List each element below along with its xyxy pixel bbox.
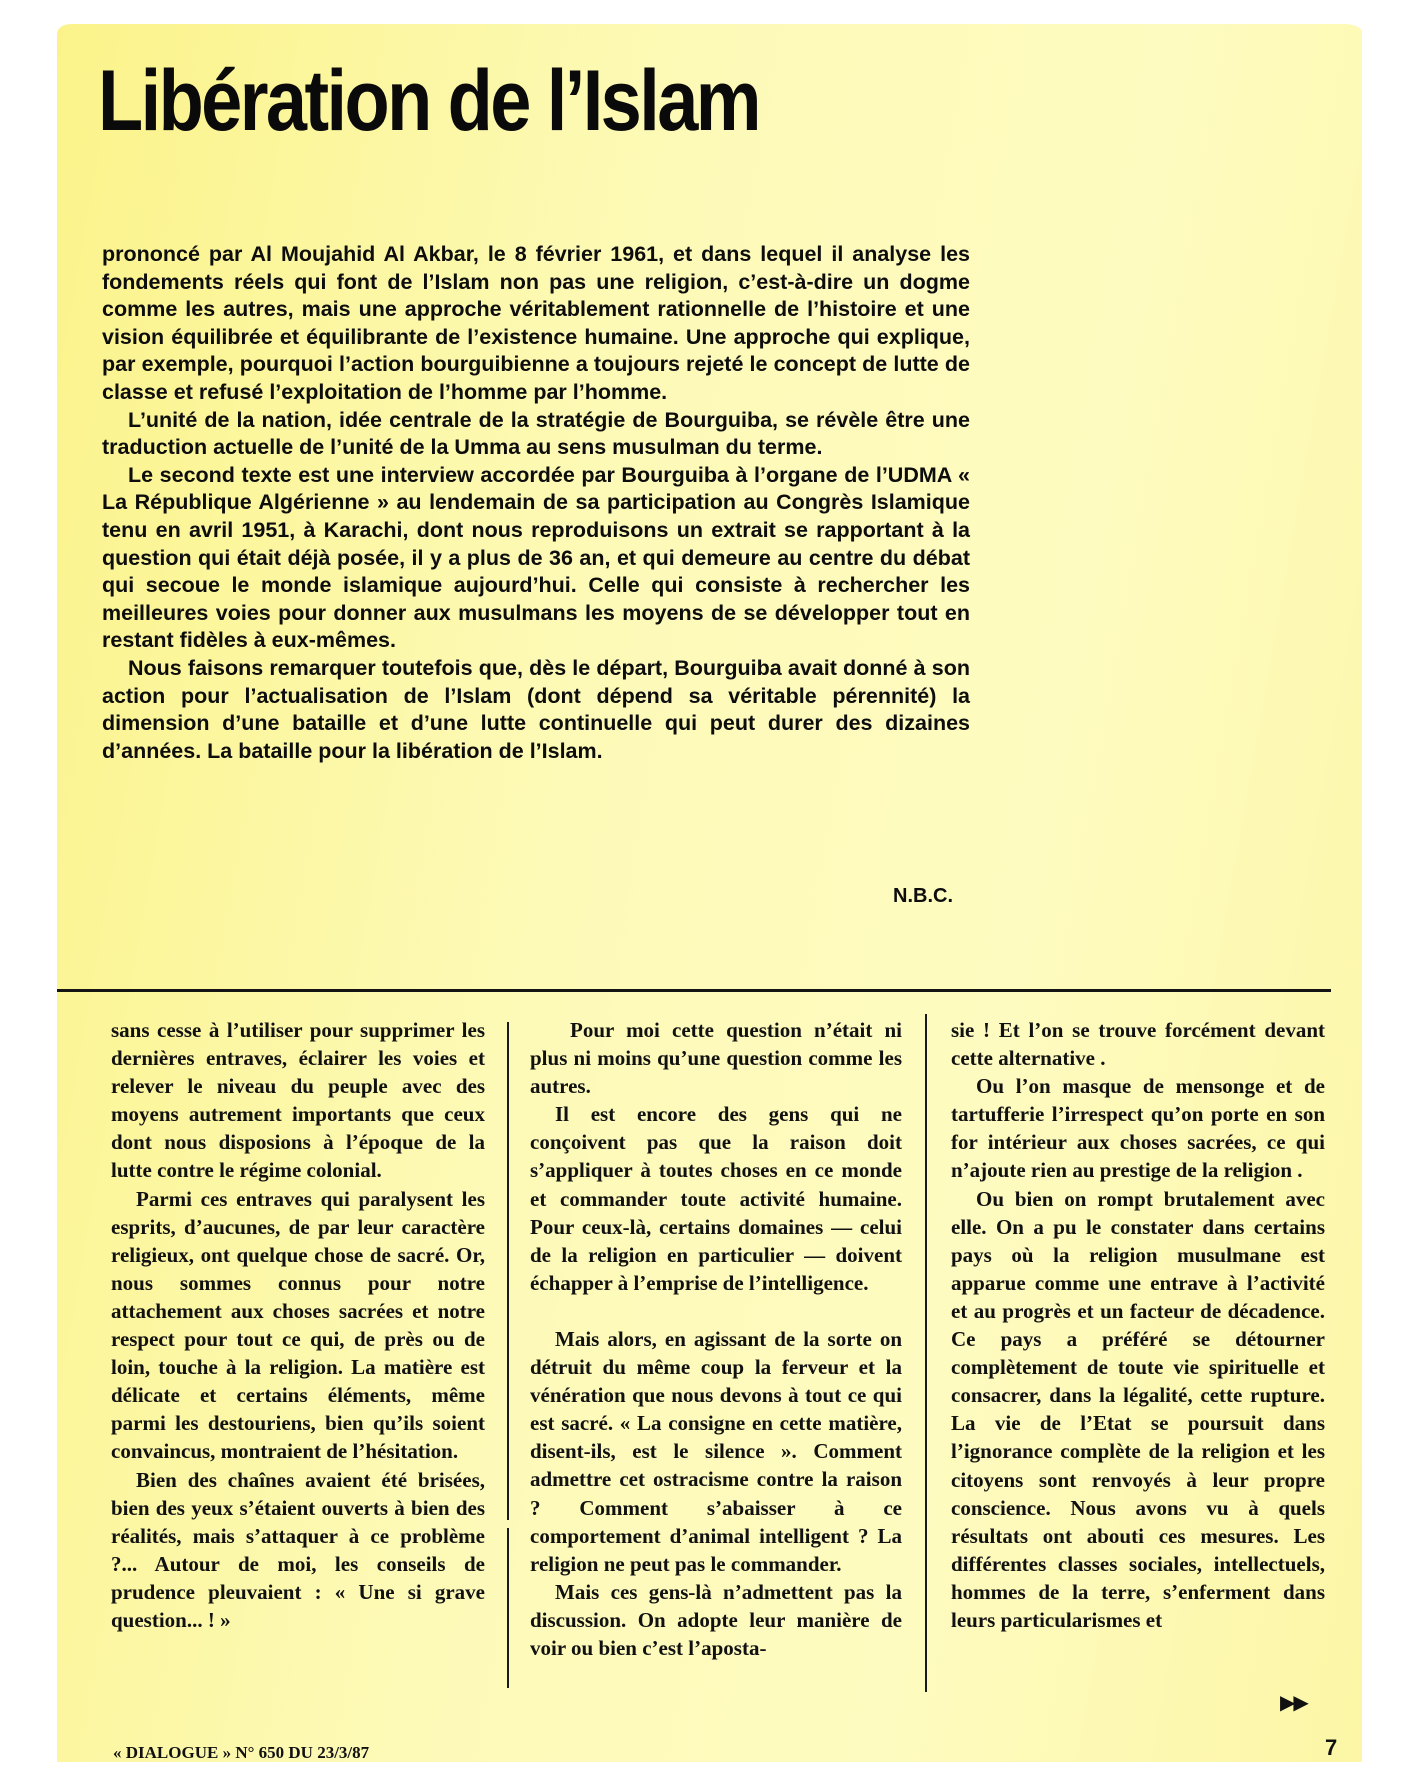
text-column-3 (951, 1016, 1325, 1634)
column-paragraph: sans cesse à l’utiliser pour supprimer les dernières entraves, éclairer les voies et relever le niveau du peuple avec des moyens autrement importants que ceux dont nous disposions à l’époque de la lutte contre le régime colonial. (111, 1018, 485, 1183)
article-intro (102, 241, 970, 765)
article-title: Libération de l’Islam (98, 53, 759, 149)
column-paragraph: Ou l’on masque de mensonge et de tartufferie l’irrespect qu’on porte en son for intérieur aux choses sacrées, ce qui n’ajoute rien au prestige de la religion . (951, 1074, 1325, 1183)
column-paragraph: Il est encore des gens qui ne conçoivent pas que la raison doit s’appliquer à toutes choses en ce monde et commander toute activité humaine. Pour ceux-là, certains domaines — celui de la religion en particulier — doivent échapper à l’emprise de l’intelligence. (530, 1102, 902, 1295)
column-paragraph: Bien des chaînes avaient été brisées, bien des yeux s’étaient ouverts à bien des réalités, mais s’attaquer à ce problème ?... Autour de moi, les conseils de prudence pleuvaient : « Une si grave question... ! » (111, 1467, 485, 1632)
column-paragraph: Mais ces gens-là n’admettent pas la discussion. On adopte leur manière de voir ou bien c’est l’aposta- (530, 1579, 902, 1660)
column-divider (925, 1014, 927, 1692)
column-paragraph: Ou bien on rompt brutalement avec elle. On a pu le constater dans certains pays où la religion musulmane est apparue comme une entrave à l’activité et au progrès et un facteur de décadence. Ce pays a préféré se détourner complètement de toute vie spirituelle et consacrer, dans la légalité, cette rupture. La vie de l’Etat se poursuit dans l’ignorance complète de la religion et les citoyens sont renvoyés à leur propre conscience. Nous avons vu à quels résultats ont abouti ces mesures. Les différentes classes sociales, intellectuels, hommes de la terre, s’enferment dans leurs particularismes et (951, 1186, 1325, 1632)
column-paragraph: Parmi ces entraves qui paralysent les esprits, d’aucunes, de par leur caractère religieux, ont quelque chose de sacré. Or, nous sommes connus pour notre attachement aux choses sacrées et notre respect pour tout ce qui, de près ou de loin, touche à la religion. La matière est délicate et certains éléments, même parmi les destouriens, bien qu’ils soient convaincus, montraient de l’hésitation. (111, 1186, 485, 1464)
continue-arrow-icon: ▶▶ (1280, 1690, 1307, 1714)
column-divider (507, 1528, 509, 1688)
column-paragraph: Mais alors, en agissant de la sorte on détruit du même coup la ferveur et la vénération que nous devons à tout ce qui est sacré. « La consigne en cette matière, disent-ils, est le silence ». Comment admettre cet ostracisme contre la raison ? Comment s’abaisser à ce comportement d’animal intelligent ? La religion ne peut pas le commander. (530, 1326, 902, 1576)
author-signature: N.B.C. (893, 885, 953, 907)
column-paragraph: Pour moi cette question n’était ni plus ni moins qu’une question comme les autres. (530, 1018, 902, 1099)
page-number: 7 (1325, 1735, 1338, 1760)
column-paragraph: sie ! Et l’on se trouve forcément devant cette alternative . (951, 1018, 1325, 1071)
column-divider (507, 1022, 509, 1520)
intro-paragraph: L’unité de la nation, idée centrale de la stratégie de Bourguiba, se révèle être une traduction actuelle de l’unité de la Umma au sens musulman du terme. (102, 407, 970, 460)
intro-paragraph: prononcé par Al Moujahid Al Akbar, le 8 février 1961, et dans lequel il analyse les fondements réels qui font de l’Islam non pas une religion, c’est-à-dire un dogme comme les autres, mais une approche véritablement rationnelle de l’histoire et une vision équilibrée et équilibrante de l’existence humaine. Une approche qui explique, par exemple, pourquoi l’action bourguibienne a toujours rejeté le concept de lutte de classe et refusé l’exploitation de l’homme par l’homme. (102, 242, 970, 404)
text-column-1 (111, 1016, 485, 1634)
text-column-2 (530, 1016, 902, 1662)
publication-footer: « DIALOGUE » N° 650 DU 23/3/87 (113, 1743, 370, 1762)
intro-paragraph: Le second texte est une interview accordée par Bourguiba à l’organe de l’UDMA « La République Algérienne » au lendemain de sa participation au Congrès Islamique tenu en avril 1951, à Karachi, dont nous reproduisons un extrait se rapportant à la question qui était déjà posée, il y a plus de 36 an, et qui demeure au centre du débat qui secoue le monde islamique aujourd’hui. Celle qui consiste à rechercher les meilleures voies pour donner aux musulmans les moyens de se développer tout en restant fidèles à eux-mêmes. (102, 462, 970, 653)
section-divider (57, 989, 1331, 992)
intro-paragraph: Nous faisons remarquer toutefois que, dès le départ, Bourguiba avait donné à son action pour l’actualisation de l’Islam (dont dépend sa véritable pérennité) la dimension d’une bataille et d’une lutte continuelle qui peut durer des dizaines d’années. La bataille pour la libération de l’Islam. (102, 655, 970, 763)
